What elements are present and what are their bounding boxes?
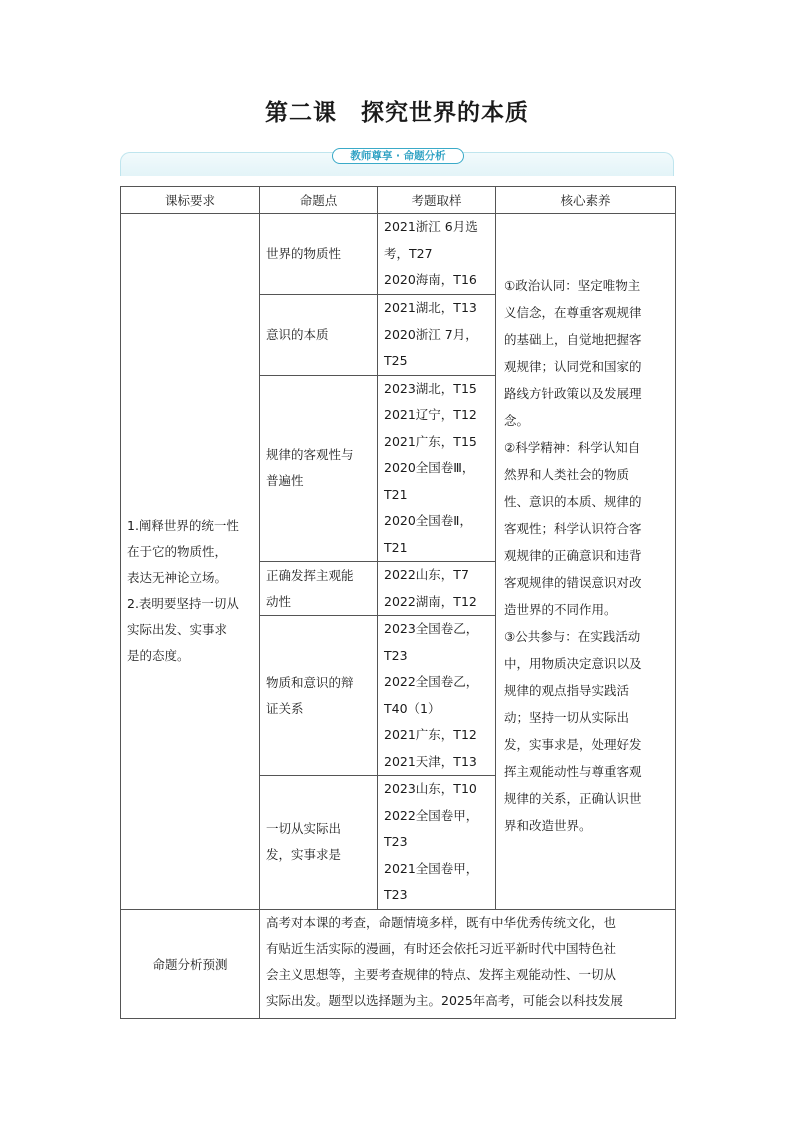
topic-cell [260, 375, 378, 562]
exam-line: T23 [384, 834, 408, 849]
exam-line: 2021浙江 6月选 [384, 219, 478, 234]
exam-line: 2023全国卷乙， [384, 621, 479, 636]
topic-cell [260, 295, 378, 376]
topic-line: 普遍性 [266, 473, 304, 489]
header-row [121, 187, 676, 214]
exam-line: 2022全国卷乙， [384, 674, 479, 689]
core-line: 规律的关系，正确认识世 [504, 791, 642, 806]
header-exam: 考题取样 [378, 187, 496, 214]
topic-cell [260, 214, 378, 295]
topic-cell [260, 616, 378, 776]
exam-line: 2021全国卷甲， [384, 860, 479, 876]
header-topic: 命题点 [260, 187, 378, 214]
curriculum-table [120, 186, 676, 1019]
topic-line: 动性 [266, 593, 292, 609]
exam-cell [378, 295, 496, 376]
page-title: 第二课 探究世界的本质 [265, 99, 529, 126]
core-line: 中，用物质决定意识以及 [504, 656, 642, 671]
exam-line: 2022山东，T7 [384, 567, 469, 582]
banner-label: 教师尊享 · 命题分析 [332, 148, 464, 164]
header-requirement: 课标要求 [121, 187, 260, 214]
core-line: ③公共参与：在实践活动 [504, 629, 641, 644]
exam-cell [378, 375, 496, 562]
exam-cell [378, 214, 496, 295]
forecast-label: 命题分析预测 [121, 909, 260, 1018]
topic-line: 意识的本质 [266, 326, 329, 342]
exam-line: 2022湖南，T12 [384, 593, 477, 609]
exam-line: T40（1） [384, 700, 441, 716]
core-line: 挥主观能动性与尊重客观 [504, 764, 642, 779]
requirement-line: 表达无神论立场。 [127, 570, 228, 586]
core-line: 念。 [504, 413, 530, 428]
forecast-line: 实际出发。题型以选择题为主。2025年高考，可能会以科技发展 [266, 992, 623, 1008]
core-line: 客观规律的错误意识对改 [504, 575, 642, 590]
exam-line: 2021辽宁，T12 [384, 407, 477, 422]
requirement-line: 2.表明要坚持一切从 [127, 596, 239, 612]
core-line: 发，实事求是，处理好发 [504, 737, 642, 752]
requirement-line: 在于它的物质性， [127, 544, 228, 560]
core-competency-cell [496, 214, 676, 910]
exam-line: 2020浙江 7月， [384, 326, 478, 342]
topic-line: 正确发挥主观能 [266, 567, 354, 583]
core-line: 规律的观点指导实践活 [504, 683, 630, 698]
core-line: 的基础上，自觉地把握客 [504, 332, 642, 347]
requirement-cell [121, 214, 260, 910]
exam-line: 2020全国卷Ⅲ， [384, 460, 475, 475]
topic-cell [260, 776, 378, 910]
exam-line: 2021天津，T13 [384, 753, 477, 769]
exam-cell [378, 776, 496, 910]
topic-line: 规律的客观性与 [266, 447, 354, 463]
core-line: ①政治认同：坚定唯物主 [504, 278, 641, 293]
header-core: 核心素养 [496, 187, 676, 214]
exam-line: 2020全国卷Ⅱ， [384, 513, 472, 528]
exam-line: 2021广东，T15 [384, 433, 477, 449]
exam-line: T21 [384, 539, 408, 555]
exam-line: 2023湖北，T15 [384, 380, 477, 396]
exam-line: T21 [384, 486, 408, 502]
topic-cell [260, 562, 378, 616]
table-row [121, 214, 676, 295]
exam-line: 2021湖北，T13 [384, 300, 477, 315]
forecast-row [121, 909, 676, 1018]
topic-line: 证关系 [266, 700, 304, 716]
forecast-text [260, 909, 676, 1018]
forecast-line: 高考对本课的考查，命题情境多样，既有中华优秀传统文化，也 [266, 914, 617, 930]
exam-line: 2020海南，T16 [384, 272, 477, 287]
exam-line: 2021广东，T12 [384, 727, 477, 742]
core-line: 动；坚持一切从实际出 [504, 710, 630, 725]
exam-cell [378, 616, 496, 776]
core-line: 观规律；认同党和国家的 [504, 359, 642, 374]
forecast-line: 有贴近生活实际的漫画，有时还会依托习近平新时代中国特色社 [266, 940, 617, 956]
exam-cell [378, 562, 496, 616]
core-line: 然界和人类社会的物质 [504, 467, 630, 482]
exam-line: 考，T27 [384, 245, 433, 261]
core-line: 性、意识的本质、规律的 [504, 494, 642, 509]
topic-line: 一切从实际出 [266, 821, 342, 837]
core-line: 界和改造世界。 [504, 818, 592, 833]
requirement-line: 1.阐释世界的统一性 [127, 518, 239, 534]
forecast-line: 会主义思想等，主要考查规律的特点、发挥主观能动性、一切从 [266, 966, 617, 982]
core-line: ②科学精神：科学认知自 [504, 440, 641, 455]
exam-line: T25 [384, 353, 408, 368]
exam-line: 2023山东，T10 [384, 781, 477, 796]
topic-line: 世界的物质性 [266, 246, 342, 261]
core-line: 观规律的正确意识和违背 [504, 548, 642, 563]
core-line: 客观性；科学认识符合客 [504, 521, 642, 536]
exam-line: T23 [384, 647, 408, 663]
exam-line: 2022全国卷甲， [384, 807, 479, 823]
requirement-line: 是的态度。 [127, 648, 190, 664]
topic-line: 发，实事求是 [266, 847, 342, 863]
exam-line: T23 [384, 887, 408, 902]
core-line: 造世界的不同作用。 [504, 602, 617, 617]
core-line: 路线方针政策以及发展理 [504, 386, 642, 401]
requirement-line: 实际出发、实事求 [127, 622, 228, 638]
topic-line: 物质和意识的辩 [266, 674, 354, 690]
core-line: 义信念，在尊重客观规律 [504, 305, 642, 320]
